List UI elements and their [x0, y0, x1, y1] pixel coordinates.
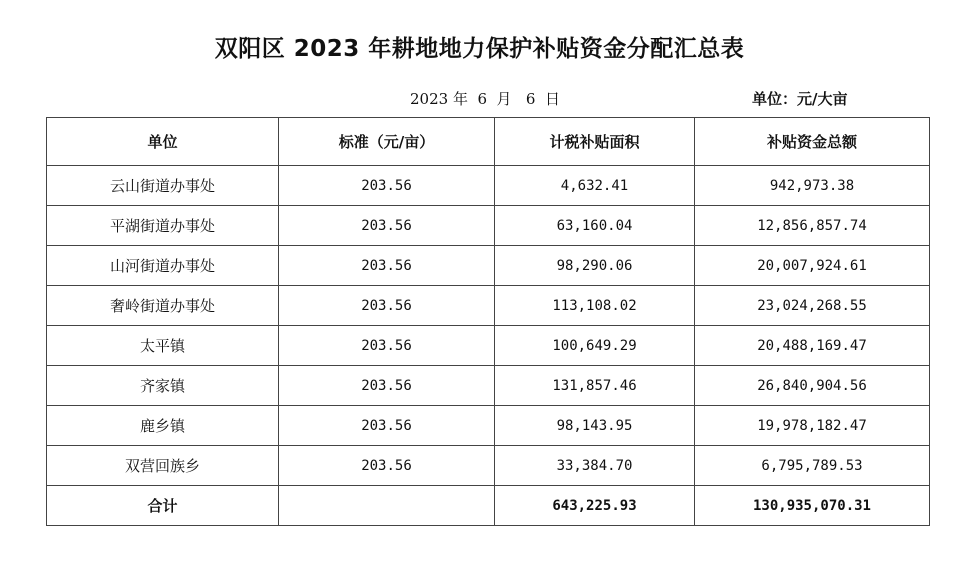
table-row — [47, 166, 930, 206]
row-amount: 23,024,268.55 — [695, 286, 930, 326]
row-amount: 26,840,904.56 — [695, 366, 930, 406]
row-area: 63,160.04 — [495, 206, 695, 246]
header-area: 计税补贴面积 — [495, 118, 695, 166]
row-standard: 203.56 — [279, 366, 495, 406]
row-area: 131,857.46 — [495, 366, 695, 406]
row-amount: 20,488,169.47 — [695, 326, 930, 366]
total-label: 合计 — [47, 486, 279, 526]
row-amount: 12,856,857.74 — [695, 206, 930, 246]
row-area: 4,632.41 — [495, 166, 695, 206]
row-amount: 6,795,789.53 — [695, 446, 930, 486]
row-unit-name: 奢岭街道办事处 — [47, 286, 279, 326]
row-area: 98,290.06 — [495, 246, 695, 286]
table-row — [47, 246, 930, 286]
table-header-row — [47, 118, 930, 166]
row-area: 113,108.02 — [495, 286, 695, 326]
row-standard: 203.56 — [279, 246, 495, 286]
table-total-row — [47, 486, 930, 526]
row-standard: 203.56 — [279, 446, 495, 486]
row-standard: 203.56 — [279, 286, 495, 326]
row-amount: 20,007,924.61 — [695, 246, 930, 286]
header-unit: 单位 — [47, 118, 279, 166]
row-standard: 203.56 — [279, 206, 495, 246]
row-standard: 203.56 — [279, 166, 495, 206]
row-standard: 203.56 — [279, 406, 495, 446]
row-unit-name: 云山街道办事处 — [47, 166, 279, 206]
row-amount: 19,978,182.47 — [695, 406, 930, 446]
row-standard: 203.56 — [279, 326, 495, 366]
header-total-amount: 补贴资金总额 — [695, 118, 930, 166]
row-unit-name: 山河街道办事处 — [47, 246, 279, 286]
row-area: 98,143.95 — [495, 406, 695, 446]
total-amount: 130,935,070.31 — [695, 486, 930, 526]
row-area: 33,384.70 — [495, 446, 695, 486]
document-title: 双阳区 2023 年耕地地力保护补贴资金分配汇总表 — [214, 36, 745, 62]
row-unit-name: 平湖街道办事处 — [47, 206, 279, 246]
row-area: 100,649.29 — [495, 326, 695, 366]
header-standard: 标准（元/亩） — [279, 118, 495, 166]
row-unit-name: 鹿乡镇 — [47, 406, 279, 446]
row-unit-name: 齐家镇 — [47, 366, 279, 406]
table-row — [47, 206, 930, 246]
subsidy-summary-table — [46, 117, 930, 526]
table-row — [47, 286, 930, 326]
row-unit-name: 太平镇 — [47, 326, 279, 366]
table-row — [47, 446, 930, 486]
total-standard — [279, 486, 495, 526]
row-unit-name: 双营回族乡 — [47, 446, 279, 486]
table-row — [47, 366, 930, 406]
total-area: 643,225.93 — [495, 486, 695, 526]
table-row — [47, 406, 930, 446]
unit-label: 单位：元/大亩 — [752, 90, 848, 108]
table-row — [47, 326, 930, 366]
row-amount: 942,973.38 — [695, 166, 930, 206]
document-date: 2023 年 6 月 6 日 — [410, 90, 560, 108]
